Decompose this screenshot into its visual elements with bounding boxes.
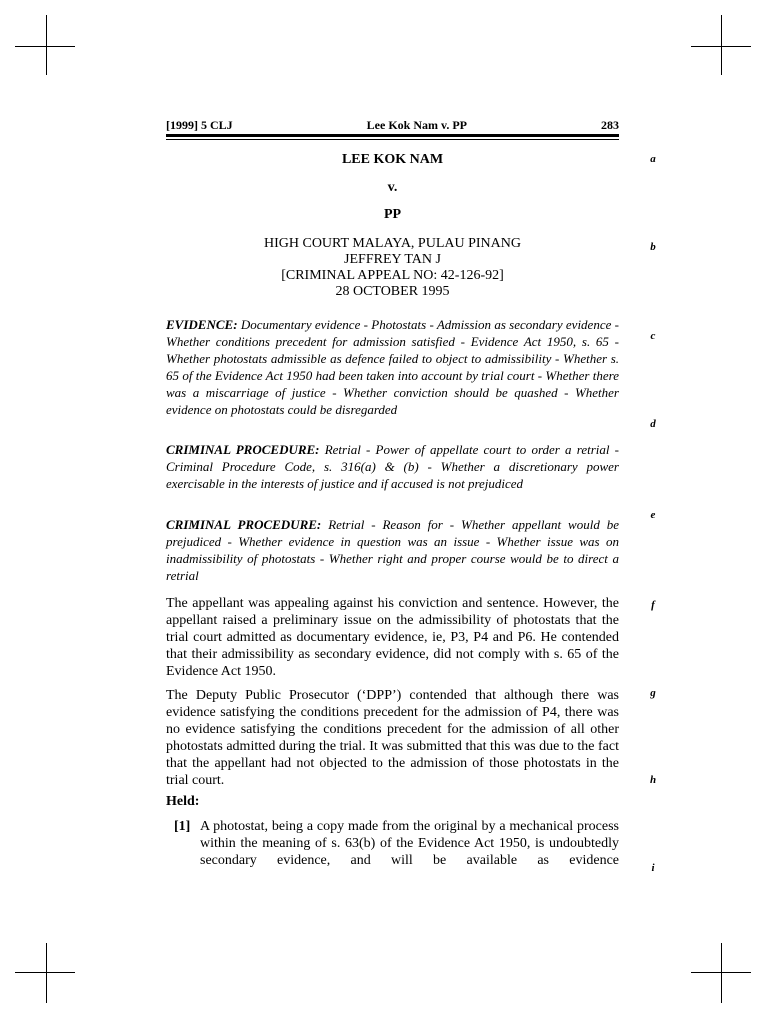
catchword-keyword: CRIMINAL PROCEDURE:	[166, 442, 320, 457]
judgment-date: 28 OCTOBER 1995	[335, 284, 450, 299]
margin-letter-c: c	[650, 330, 656, 342]
crop-mark-bottom-right-v	[721, 943, 722, 1003]
catchword-evidence	[166, 316, 619, 418]
header-rule-thin	[166, 139, 619, 140]
held-item	[174, 818, 619, 869]
crop-mark-bottom-left-h	[15, 972, 75, 973]
catchword-keyword: EVIDENCE:	[166, 317, 238, 332]
margin-letter-h: h	[649, 774, 657, 786]
margin-letter-i: i	[651, 862, 655, 874]
court-name: HIGH COURT MALAYA, PULAU PINANG	[263, 236, 521, 251]
catchword-criminal-procedure-2	[166, 516, 619, 584]
versus-label: v.	[387, 180, 398, 195]
held-item-number: [1]	[174, 819, 191, 834]
catchword-criminal-procedure-1	[166, 441, 619, 492]
header-rule-thick	[166, 134, 619, 137]
crop-mark-top-left-v	[46, 15, 47, 75]
crop-mark-top-left-h	[15, 46, 75, 47]
party-respondent: PP	[383, 207, 402, 222]
crop-mark-bottom-left-v	[46, 943, 47, 1003]
margin-letter-b: b	[650, 241, 656, 253]
headnote-paragraph: The Deputy Public Prosecutor (‘DPP’) contended that although there was evidence satisfying the conditions precedent for the admission of P4, there was no evidence satisfying the conditions precedent for the admission of all other photostats admitted during the trial. It was submitted that this was due to the fact that the appellant had not objected to the admission of those photostats in the trial court.	[166, 688, 619, 788]
catchword-text: Retrial - Reason for - Whether appellant would be prejudiced - Whether evidence in question was an issue - Whether issue was on inadmissibility of photostats - Whether right and proper course would be to direct a retrial	[166, 517, 620, 583]
party-appellant: LEE KOK NAM	[341, 152, 444, 167]
catchword-text: Retrial - Power of appellate court to order a retrial - Criminal Procedure Code, s. 316(a) & (b) - Whether a discretionary power exercisable in the interests of justice and if accused is not prejudiced	[166, 442, 619, 491]
running-head	[166, 118, 619, 133]
appeal-number: [CRIMINAL APPEAL NO: 42-126-92]	[281, 268, 504, 283]
court-details	[166, 236, 619, 300]
citation: [1999] 5 CLJ	[166, 118, 233, 132]
crop-mark-top-right-v	[721, 15, 722, 75]
headnote-paragraph: The appellant was appealing against his conviction and sentence. However, the appellant raised a preliminary issue on the admissibility of photostats that the trial court admitted as documentary evidence, ie, P3, P4 and P6. He contended that their admissibility as secondary evidence, did not comply with s. 65 of the Evidence Act 1950.	[166, 596, 619, 679]
judge-name: JEFFREY TAN J	[344, 252, 441, 267]
margin-letter-d: d	[650, 418, 656, 430]
catchword-text: Documentary evidence - Photostats - Admission as secondary evidence - Whether conditions precedent for admission satisfied - Evidence Act 1950, s. 65 - Whether photostats admissible as defence failed to object to admissibility - Whether s. 65 of the Evidence Act 1950 had been taken into account by trial court - Whether there was a miscarriage of justice - Whether conviction should be quashed - Whether evidence on photostats could be disregarded	[166, 317, 619, 417]
page-number: 283	[601, 118, 619, 132]
running-title: Lee Kok Nam v. PP	[366, 118, 467, 132]
margin-letter-f: f	[651, 599, 655, 611]
held-heading: Held:	[166, 794, 200, 809]
margin-letter-e: e	[650, 509, 656, 521]
margin-letter-a: a	[650, 153, 656, 165]
catchword-keyword: CRIMINAL PROCEDURE:	[166, 517, 322, 532]
held-item-text: A photostat, being a copy made from the original by a mechanical process within the meaning of s. 63(b) of the Evidence Act 1950, is undoubtedly secondary evidence, and will be available as evidence	[200, 819, 619, 868]
margin-letter-g: g	[650, 687, 656, 699]
